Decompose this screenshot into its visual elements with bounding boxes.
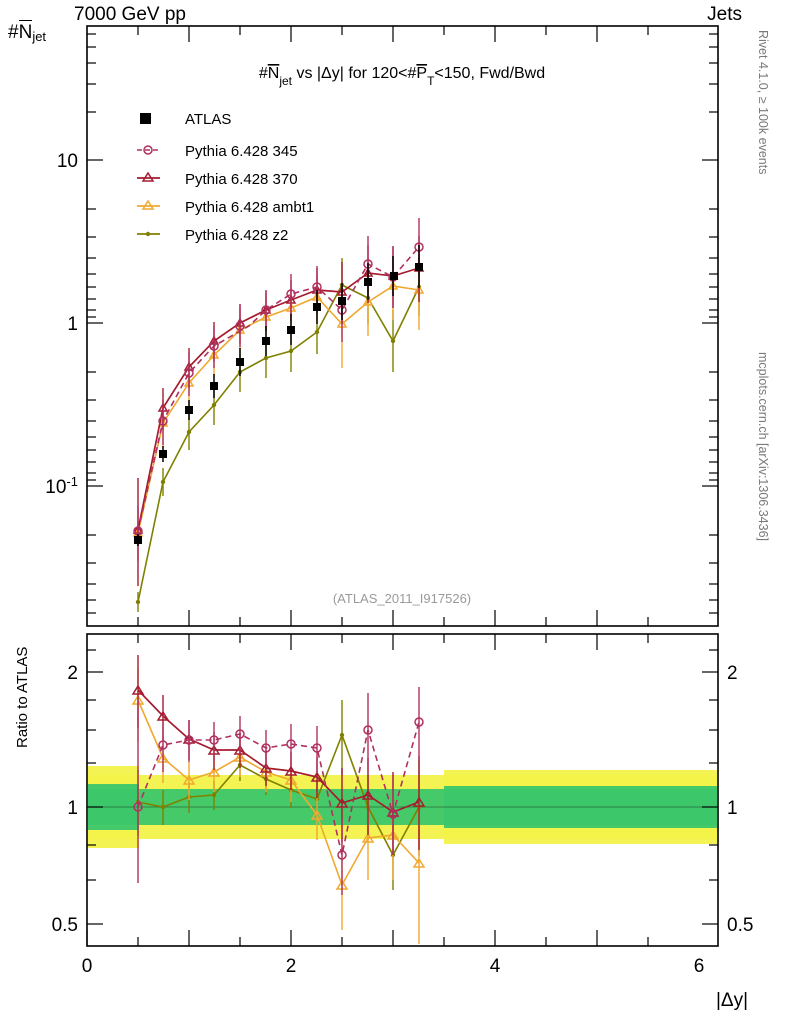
xtick-2: 2 (285, 956, 297, 977)
main-ytick-1: 1 (67, 314, 78, 335)
ratio-ytick-2-right: 2 (727, 663, 738, 684)
legend (137, 111, 314, 244)
rivet-version-label: Rivet 4.1.0, ≥ 100k events (756, 30, 770, 175)
header-beam-label: 7000 GeV pp (74, 4, 186, 25)
main-ytick-0p1: $10^{-1}$ (45, 473, 78, 498)
ratio-ytick-05-right: 0.5 (727, 915, 754, 936)
analysis-watermark: (ATLAS_2011_I917526) (332, 591, 472, 606)
main-panel-frame (87, 26, 718, 626)
legend-marker-370 (143, 173, 153, 181)
series-345 (134, 218, 423, 562)
series-z2 (136, 258, 421, 612)
main-y-ticks (87, 34, 718, 613)
legend-marker-atlas (140, 113, 151, 124)
xtick-4: 4 (489, 956, 501, 977)
xtick-0: 0 (81, 956, 93, 977)
mcplots-source-label: mcplots.cern.ch [arXiv:1306.3436] (756, 352, 770, 541)
y-axis-title-ratio: Ratio to ATLAS (14, 646, 31, 748)
legend-marker-z2 (146, 232, 150, 236)
ratio-ytick-1-left: 1 (67, 798, 78, 819)
legend-label-345: Pythia 6.428 345 (185, 143, 298, 160)
main-ytick-10: 10 (56, 151, 78, 172)
series-ambt1 (134, 255, 423, 560)
y-axis-title-main: #Njet (8, 22, 47, 44)
plot-title: $\#N_{jet}$ vs |Δy| for $120<\#P_T<150$, Fwd/Bwd (258, 65, 546, 88)
legend-label-ambt1: Pythia 6.428 ambt1 (185, 199, 315, 216)
ratio-ytick-1-right: 1 (727, 798, 738, 819)
legend-marker-ambt1 (143, 201, 153, 209)
ratio-ytick-05-left: 0.5 (51, 915, 78, 936)
xtick-6: 6 (693, 956, 705, 977)
main-series-group (134, 218, 423, 612)
legend-label-atlas: ATLAS (185, 111, 232, 128)
ratio-bands (88, 766, 717, 848)
legend-label-370: Pythia 6.428 370 (185, 171, 298, 188)
ratio-ytick-2-left: 2 (67, 663, 78, 684)
series-370 (134, 236, 423, 586)
x-axis-title: |Δy| (715, 990, 748, 1011)
legend-label-z2: Pythia 6.428 z2 (185, 227, 289, 244)
header-analysis-label: Jets (707, 4, 742, 25)
